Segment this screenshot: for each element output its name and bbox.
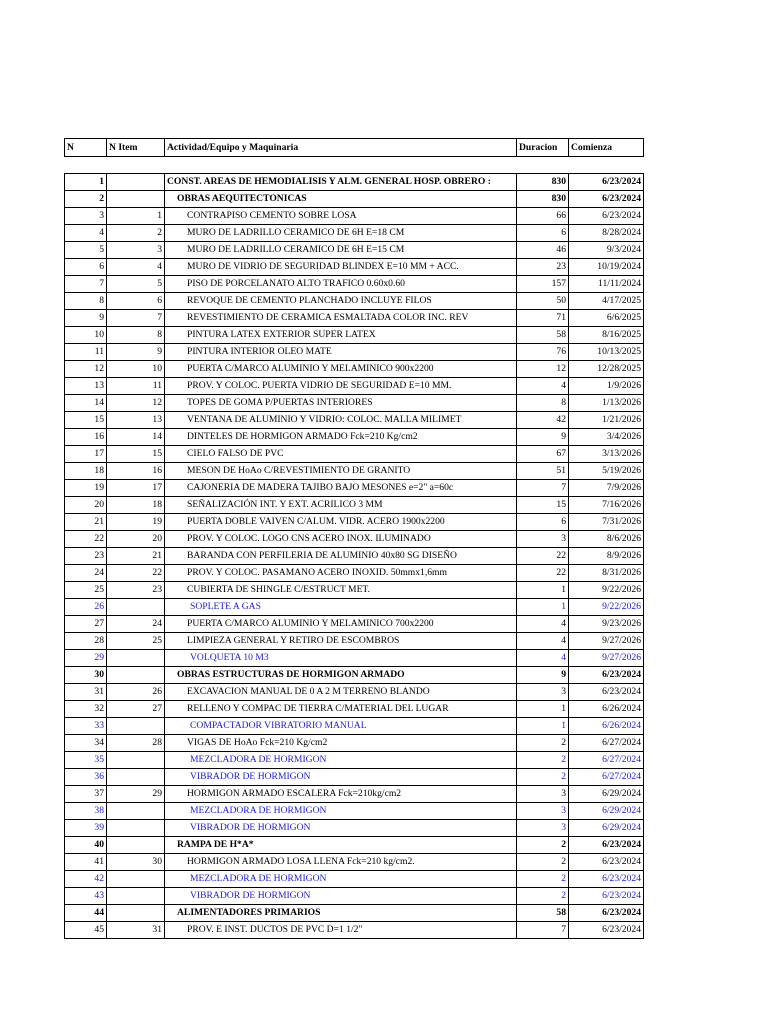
start-date-cell: 10/13/2025 [569,344,644,361]
row-number-cell: 12 [65,361,107,378]
start-date-cell: 7/9/2026 [569,480,644,497]
duration-cell: 22 [517,565,569,582]
item-number-cell: 14 [107,429,165,446]
duration-cell: 2 [517,752,569,769]
duration-cell: 4 [517,378,569,395]
table-row [65,922,644,939]
row-number-cell: 10 [65,327,107,344]
duration-cell: 50 [517,293,569,310]
table-row [65,650,644,667]
duration-cell: 6 [517,514,569,531]
activity-cell: COMPACTADOR VIBRATORIO MANUAL [165,718,517,735]
table-row [65,480,644,497]
row-number-cell: 33 [65,718,107,735]
row-number-cell: 4 [65,225,107,242]
start-date-cell: 7/16/2026 [569,497,644,514]
table-row [65,242,644,259]
schedule-table [64,138,644,939]
item-number-cell: 3 [107,242,165,259]
activity-cell: OBRAS ESTRUCTURAS DE HORMIGON ARMADO [165,667,517,684]
item-number-cell: 6 [107,293,165,310]
spacer-cell [65,157,107,174]
item-number-cell [107,888,165,905]
row-number-cell: 7 [65,276,107,293]
item-number-cell: 15 [107,446,165,463]
item-number-cell [107,820,165,837]
start-date-cell: 9/23/2026 [569,616,644,633]
activity-cell: MURO DE VIDRIO DE SEGURIDAD BLINDEX E=10 MM + ACC. [165,259,517,276]
row-number-cell: 9 [65,310,107,327]
item-number-cell: 4 [107,259,165,276]
start-date-cell: 6/23/2024 [569,888,644,905]
header-n: N [65,139,107,157]
item-number-cell: 26 [107,684,165,701]
duration-cell: 4 [517,633,569,650]
activity-cell: VIGAS DE HoAo Fck=210 Kg/cm2 [165,735,517,752]
duration-cell: 1 [517,718,569,735]
activity-cell: PROV. Y COLOC. PASAMANO ACERO INOXID. 50mmx1,6mm [165,565,517,582]
row-number-cell: 3 [65,208,107,225]
item-number-cell [107,752,165,769]
activity-cell: PINTURA INTERIOR OLEO MATE [165,344,517,361]
table-row [65,174,644,191]
row-number-cell: 43 [65,888,107,905]
activity-cell: CONTRAPISO CEMENTO SOBRE LOSA [165,208,517,225]
item-number-cell: 11 [107,378,165,395]
start-date-cell: 6/23/2024 [569,922,644,939]
start-date-cell: 6/23/2024 [569,667,644,684]
activity-cell: PROV. Y COLOC. LOGO CNS ACERO INOX. ILUMINADO [165,531,517,548]
duration-cell: 42 [517,412,569,429]
table-row [65,225,644,242]
row-number-cell: 2 [65,191,107,208]
row-number-cell: 22 [65,531,107,548]
spacer-row [65,157,644,174]
duration-cell: 58 [517,905,569,922]
row-number-cell: 16 [65,429,107,446]
row-number-cell: 14 [65,395,107,412]
table-row [65,582,644,599]
start-date-cell: 6/23/2024 [569,837,644,854]
table-row [65,446,644,463]
duration-cell: 9 [517,429,569,446]
start-date-cell: 10/19/2024 [569,259,644,276]
item-number-cell [107,803,165,820]
start-date-cell: 1/9/2026 [569,378,644,395]
duration-cell: 2 [517,735,569,752]
row-number-cell: 34 [65,735,107,752]
row-number-cell: 32 [65,701,107,718]
spacer-cell [517,157,569,174]
start-date-cell: 1/21/2026 [569,412,644,429]
activity-cell: MEZCLADORA DE HORMIGON [165,803,517,820]
duration-cell: 2 [517,837,569,854]
table-row [65,905,644,922]
start-date-cell: 8/16/2025 [569,327,644,344]
schedule-body [65,139,644,939]
activity-cell: SEÑALIZACIÓN INT. Y EXT. ACRILICO 3 MM [165,497,517,514]
item-number-cell [107,905,165,922]
activity-cell: PUERTA C/MARCO ALUMINIO Y MELAMINICO 700x2200 [165,616,517,633]
start-date-cell: 6/23/2024 [569,191,644,208]
row-number-cell: 17 [65,446,107,463]
start-date-cell: 6/23/2024 [569,905,644,922]
start-date-cell: 6/23/2024 [569,208,644,225]
start-date-cell: 8/9/2026 [569,548,644,565]
start-date-cell: 8/6/2026 [569,531,644,548]
row-number-cell: 18 [65,463,107,480]
activity-cell: CUBIERTA DE SHINGLE C/ESTRUCT MET. [165,582,517,599]
activity-cell: HORMIGON ARMADO ESCALERA Fck=210kg/cm2 [165,786,517,803]
item-number-cell [107,871,165,888]
start-date-cell: 6/23/2024 [569,174,644,191]
item-number-cell: 5 [107,276,165,293]
start-date-cell: 4/17/2025 [569,293,644,310]
duration-cell: 9 [517,667,569,684]
start-date-cell: 9/27/2026 [569,633,644,650]
start-date-cell: 9/27/2026 [569,650,644,667]
start-date-cell: 3/13/2026 [569,446,644,463]
spacer-cell [569,157,644,174]
activity-cell: VOLQUETA 10 M3 [165,650,517,667]
duration-cell: 7 [517,480,569,497]
start-date-cell: 5/19/2026 [569,463,644,480]
start-date-cell: 8/31/2026 [569,565,644,582]
row-number-cell: 25 [65,582,107,599]
activity-cell: VIBRADOR DE HORMIGON [165,888,517,905]
activity-cell: PUERTA C/MARCO ALUMINIO Y MELAMINICO 900x2200 [165,361,517,378]
activity-cell: EXCAVACION MANUAL DE 0 A 2 M TERRENO BLANDO [165,684,517,701]
start-date-cell: 9/22/2026 [569,599,644,616]
start-date-cell: 6/23/2024 [569,871,644,888]
start-date-cell: 6/27/2024 [569,752,644,769]
row-number-cell: 41 [65,854,107,871]
item-number-cell: 21 [107,548,165,565]
duration-cell: 67 [517,446,569,463]
duration-cell: 8 [517,395,569,412]
activity-cell: PUERTA DOBLE VAIVEN C/ALUM. VIDR. ACERO 1900x2200 [165,514,517,531]
duration-cell: 2 [517,888,569,905]
table-row [65,837,644,854]
activity-cell: VIBRADOR DE HORMIGON [165,820,517,837]
duration-cell: 23 [517,259,569,276]
table-row [65,514,644,531]
table-row [65,888,644,905]
start-date-cell: 12/28/2025 [569,361,644,378]
duration-cell: 157 [517,276,569,293]
table-row [65,463,644,480]
table-row [65,429,644,446]
activity-cell: LIMPIEZA GENERAL Y RETIRO DE ESCOMBROS [165,633,517,650]
table-row [65,497,644,514]
duration-cell: 2 [517,871,569,888]
duration-cell: 1 [517,701,569,718]
duration-cell: 3 [517,786,569,803]
duration-cell: 22 [517,548,569,565]
row-number-cell: 21 [65,514,107,531]
table-row [65,735,644,752]
start-date-cell: 6/29/2024 [569,786,644,803]
table-row [65,616,644,633]
start-date-cell: 11/11/2024 [569,276,644,293]
row-number-cell: 44 [65,905,107,922]
table-row [65,208,644,225]
activity-cell: RAMPA DE H*A* [165,837,517,854]
item-number-cell: 23 [107,582,165,599]
item-number-cell [107,191,165,208]
table-row [65,412,644,429]
row-number-cell: 20 [65,497,107,514]
item-number-cell: 28 [107,735,165,752]
duration-cell: 830 [517,174,569,191]
activity-cell: MEZCLADORA DE HORMIGON [165,871,517,888]
activity-cell: REVOQUE DE CEMENTO PLANCHADO INCLUYE FILOS [165,293,517,310]
table-row [65,293,644,310]
activity-cell: CIELO FALSO DE PVC [165,446,517,463]
table-row [65,786,644,803]
row-number-cell: 1 [65,174,107,191]
row-number-cell: 6 [65,259,107,276]
item-number-cell: 1 [107,208,165,225]
header-activity: Actividad/Equipo y Maquinaria [165,139,517,157]
row-number-cell: 35 [65,752,107,769]
item-number-cell [107,769,165,786]
row-number-cell: 11 [65,344,107,361]
table-row [65,395,644,412]
header-start: Comienza [569,139,644,157]
item-number-cell: 16 [107,463,165,480]
header-row [65,139,644,157]
duration-cell: 6 [517,225,569,242]
spacer-cell [107,157,165,174]
table-row [65,701,644,718]
table-row [65,565,644,582]
activity-cell: MURO DE LADRILLO CERAMICO DE 6H E=15 CM [165,242,517,259]
duration-cell: 46 [517,242,569,259]
start-date-cell: 6/26/2024 [569,701,644,718]
duration-cell: 2 [517,854,569,871]
start-date-cell: 6/29/2024 [569,803,644,820]
table-row [65,803,644,820]
row-number-cell: 23 [65,548,107,565]
start-date-cell: 9/3/2024 [569,242,644,259]
activity-cell: PINTURA LATEX EXTERIOR SUPER LATEX [165,327,517,344]
table-row [65,344,644,361]
start-date-cell: 8/28/2024 [569,225,644,242]
start-date-cell: 6/26/2024 [569,718,644,735]
start-date-cell: 6/29/2024 [569,820,644,837]
activity-cell: PISO DE PORCELANATO ALTO TRAFICO 0.60x0.60 [165,276,517,293]
activity-cell: VENTANA DE ALUMINIO Y VIDRIO: COLOC. MALLA MILIMET [165,412,517,429]
item-number-cell: 9 [107,344,165,361]
row-number-cell: 36 [65,769,107,786]
spacer-cell [165,157,517,174]
activity-cell: BARANDA CON PERFILERIA DE ALUMINIO 40x80 SG DISEÑO [165,548,517,565]
start-date-cell: 6/6/2025 [569,310,644,327]
row-number-cell: 37 [65,786,107,803]
activity-cell: OBRAS AEQUITECTONICAS [165,191,517,208]
start-date-cell: 9/22/2026 [569,582,644,599]
item-number-cell: 30 [107,854,165,871]
item-number-cell [107,667,165,684]
item-number-cell [107,599,165,616]
table-row [65,667,644,684]
duration-cell: 12 [517,361,569,378]
table-row [65,548,644,565]
header-item: N Item [107,139,165,157]
table-row [65,327,644,344]
row-number-cell: 42 [65,871,107,888]
table-row [65,769,644,786]
duration-cell: 1 [517,582,569,599]
row-number-cell: 19 [65,480,107,497]
table-row [65,633,644,650]
table-row [65,599,644,616]
item-number-cell: 10 [107,361,165,378]
item-number-cell: 24 [107,616,165,633]
activity-cell: REVESTIMIENTO DE CERAMICA ESMALTADA COLOR INC. REV [165,310,517,327]
duration-cell: 76 [517,344,569,361]
activity-cell: PROV. E INST. DUCTOS DE PVC D=1 1/2" [165,922,517,939]
activity-cell: PROV. Y COLOC. PUERTA VIDRIO DE SEGURIDAD E=10 MM. [165,378,517,395]
item-number-cell: 18 [107,497,165,514]
activity-cell: ALIMENTADORES PRIMARIOS [165,905,517,922]
row-number-cell: 5 [65,242,107,259]
activity-cell: VIBRADOR DE HORMIGON [165,769,517,786]
start-date-cell: 3/4/2026 [569,429,644,446]
start-date-cell: 7/31/2026 [569,514,644,531]
duration-cell: 58 [517,327,569,344]
row-number-cell: 28 [65,633,107,650]
item-number-cell [107,718,165,735]
duration-cell: 15 [517,497,569,514]
activity-cell: RELLENO Y COMPAC DE TIERRA C/MATERIAL DEL LUGAR [165,701,517,718]
table-row [65,752,644,769]
item-number-cell: 2 [107,225,165,242]
item-number-cell: 12 [107,395,165,412]
item-number-cell [107,650,165,667]
activity-cell: MESON DE HoAo C/REVESTIMIENTO DE GRANITO [165,463,517,480]
activity-cell: TOPES DE GOMA P/PUERTAS INTERIORES [165,395,517,412]
activity-cell: DINTELES DE HORMIGON ARMADO Fck=210 Kg/cm2 [165,429,517,446]
row-number-cell: 45 [65,922,107,939]
duration-cell: 1 [517,599,569,616]
start-date-cell: 6/27/2024 [569,769,644,786]
table-row [65,871,644,888]
item-number-cell: 17 [107,480,165,497]
duration-cell: 4 [517,616,569,633]
duration-cell: 2 [517,769,569,786]
activity-cell: HORMIGON ARMADO LOSA LLENA Fck=210 kg/cm2. [165,854,517,871]
table-row [65,718,644,735]
duration-cell: 4 [517,650,569,667]
start-date-cell: 6/23/2024 [569,684,644,701]
row-number-cell: 31 [65,684,107,701]
table-row [65,191,644,208]
row-number-cell: 29 [65,650,107,667]
table-row [65,276,644,293]
start-date-cell: 6/27/2024 [569,735,644,752]
duration-cell: 830 [517,191,569,208]
item-number-cell: 29 [107,786,165,803]
duration-cell: 71 [517,310,569,327]
duration-cell: 3 [517,803,569,820]
row-number-cell: 39 [65,820,107,837]
row-number-cell: 38 [65,803,107,820]
table-row [65,378,644,395]
table-row [65,531,644,548]
item-number-cell: 7 [107,310,165,327]
duration-cell: 51 [517,463,569,480]
activity-cell: SOPLETE A GAS [165,599,517,616]
duration-cell: 66 [517,208,569,225]
duration-cell: 3 [517,684,569,701]
row-number-cell: 24 [65,565,107,582]
header-duration: Duracion [517,139,569,157]
table-row [65,820,644,837]
row-number-cell: 13 [65,378,107,395]
start-date-cell: 1/13/2026 [569,395,644,412]
table-row [65,361,644,378]
item-number-cell: 27 [107,701,165,718]
start-date-cell: 6/23/2024 [569,854,644,871]
activity-cell: MURO DE LADRILLO CERAMICO DE 6H E=18 CM [165,225,517,242]
item-number-cell: 31 [107,922,165,939]
table-row [65,259,644,276]
item-number-cell: 8 [107,327,165,344]
activity-cell: CONST. AREAS DE HEMODIALISIS Y ALM. GENERAL HOSP. OBRERO : [165,174,517,191]
item-number-cell: 25 [107,633,165,650]
item-number-cell: 20 [107,531,165,548]
row-number-cell: 8 [65,293,107,310]
row-number-cell: 30 [65,667,107,684]
row-number-cell: 27 [65,616,107,633]
row-number-cell: 26 [65,599,107,616]
duration-cell: 7 [517,922,569,939]
activity-cell: MEZCLADORA DE HORMIGON [165,752,517,769]
table-row [65,310,644,327]
activity-cell: CAJONERIA DE MADERA TAJIBO BAJO MESONES e=2" a=60c [165,480,517,497]
row-number-cell: 15 [65,412,107,429]
item-number-cell [107,174,165,191]
item-number-cell [107,837,165,854]
item-number-cell: 22 [107,565,165,582]
item-number-cell: 13 [107,412,165,429]
table-row [65,854,644,871]
table-row [65,684,644,701]
duration-cell: 3 [517,820,569,837]
duration-cell: 3 [517,531,569,548]
row-number-cell: 40 [65,837,107,854]
item-number-cell: 19 [107,514,165,531]
